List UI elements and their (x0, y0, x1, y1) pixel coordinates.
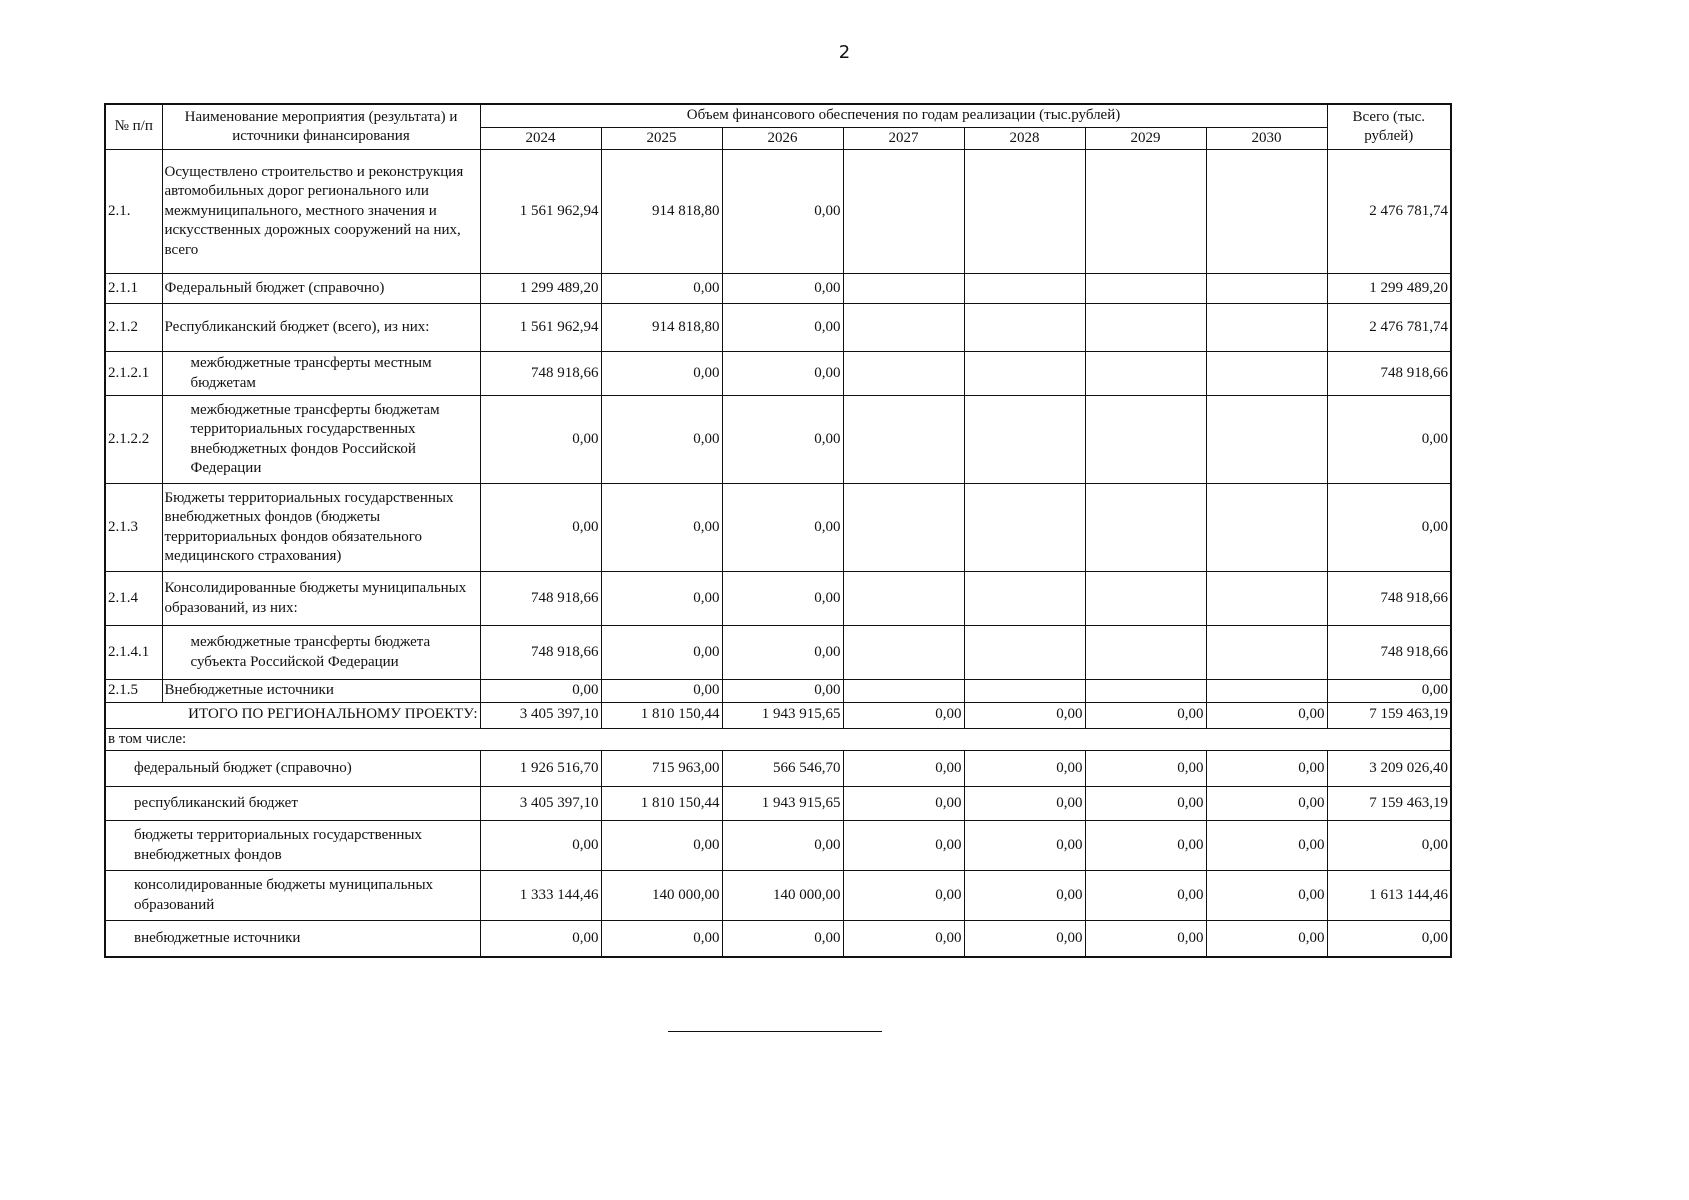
summary-row-total: 1 613 144,46 (1327, 871, 1451, 921)
total-value-2024: 3 405 397,10 (480, 702, 601, 728)
table-row (105, 680, 1451, 703)
row-total: 748 918,66 (1327, 352, 1451, 396)
table-row (105, 572, 1451, 626)
row-value-2025: 0,00 (601, 626, 722, 680)
row-value-2030 (1206, 680, 1327, 703)
summary-row (105, 821, 1451, 871)
summary-value-2030: 0,00 (1206, 787, 1327, 821)
footer-divider (668, 1031, 882, 1032)
total-value-2026: 1 943 915,65 (722, 702, 843, 728)
row-value-2030 (1206, 626, 1327, 680)
total-value-2025: 1 810 150,44 (601, 702, 722, 728)
summary-value-2029: 0,00 (1085, 787, 1206, 821)
header-year-2025: 2025 (601, 127, 722, 150)
summary-value-2024: 0,00 (480, 821, 601, 871)
summary-value-2025: 1 810 150,44 (601, 787, 722, 821)
row-name: Осуществлено строительство и реконструкция автомобильных дорог регионального или межмуниципального, местного значения и искусственных дорожных сооружений на них, всего (162, 150, 480, 274)
row-value-2027 (843, 274, 964, 304)
row-value-2026: 0,00 (722, 352, 843, 396)
header-year-2026: 2026 (722, 127, 843, 150)
summary-value-2027: 0,00 (843, 921, 964, 957)
row-value-2030 (1206, 352, 1327, 396)
row-value-2025: 0,00 (601, 396, 722, 484)
row-name: межбюджетные трансферты местным бюджетам (162, 352, 480, 396)
row-value-2028 (964, 572, 1085, 626)
row-value-2027 (843, 352, 964, 396)
summary-row-total: 0,00 (1327, 821, 1451, 871)
total-row (105, 702, 1451, 728)
row-value-2024: 748 918,66 (480, 626, 601, 680)
summary-value-2026: 0,00 (722, 821, 843, 871)
row-value-2029 (1085, 484, 1206, 572)
row-value-2024: 1 299 489,20 (480, 274, 601, 304)
summary-row-total: 7 159 463,19 (1327, 787, 1451, 821)
row-code: 2.1.4 (105, 572, 162, 626)
row-value-2026: 0,00 (722, 304, 843, 352)
row-total: 748 918,66 (1327, 626, 1451, 680)
table-header (105, 104, 1451, 150)
row-value-2026: 0,00 (722, 680, 843, 703)
summary-value-2025: 0,00 (601, 821, 722, 871)
row-value-2028 (964, 352, 1085, 396)
row-code: 2.1.4.1 (105, 626, 162, 680)
row-value-2029 (1085, 626, 1206, 680)
row-code: 2.1. (105, 150, 162, 274)
row-total: 0,00 (1327, 680, 1451, 703)
row-value-2029 (1085, 396, 1206, 484)
summary-value-2025: 0,00 (601, 921, 722, 957)
table-row (105, 396, 1451, 484)
row-code: 2.1.3 (105, 484, 162, 572)
row-code: 2.1.1 (105, 274, 162, 304)
summary-row-name: внебюджетные источники (105, 921, 480, 957)
summary-value-2024: 1 333 144,46 (480, 871, 601, 921)
total-value-2029: 0,00 (1085, 702, 1206, 728)
summary-value-2030: 0,00 (1206, 821, 1327, 871)
row-value-2029 (1085, 352, 1206, 396)
summary-value-2030: 0,00 (1206, 921, 1327, 957)
row-value-2029 (1085, 150, 1206, 274)
row-value-2025: 0,00 (601, 680, 722, 703)
row-value-2027 (843, 396, 964, 484)
row-value-2025: 0,00 (601, 484, 722, 572)
row-code: 2.1.5 (105, 680, 162, 703)
table-row (105, 352, 1451, 396)
header-num: № п/п (105, 104, 162, 150)
summary-value-2026: 566 546,70 (722, 751, 843, 787)
row-value-2025: 914 818,80 (601, 150, 722, 274)
row-value-2029 (1085, 304, 1206, 352)
row-value-2030 (1206, 572, 1327, 626)
row-value-2029 (1085, 572, 1206, 626)
summary-value-2028: 0,00 (964, 821, 1085, 871)
row-total: 1 299 489,20 (1327, 274, 1451, 304)
summary-value-2029: 0,00 (1085, 921, 1206, 957)
summary-value-2029: 0,00 (1085, 821, 1206, 871)
summary-value-2029: 0,00 (1085, 751, 1206, 787)
row-name: межбюджетные трансферты бюджета субъекта Российской Федерации (162, 626, 480, 680)
row-value-2024: 748 918,66 (480, 572, 601, 626)
row-total: 2 476 781,74 (1327, 150, 1451, 274)
header-years-group: Объем финансового обеспечения по годам реализации (тыс.рублей) (480, 104, 1327, 127)
summary-value-2030: 0,00 (1206, 751, 1327, 787)
row-value-2027 (843, 304, 964, 352)
row-value-2026: 0,00 (722, 572, 843, 626)
summary-row (105, 787, 1451, 821)
row-total: 2 476 781,74 (1327, 304, 1451, 352)
row-value-2026: 0,00 (722, 626, 843, 680)
summary-row-total: 3 209 026,40 (1327, 751, 1451, 787)
row-value-2030 (1206, 396, 1327, 484)
summary-value-2027: 0,00 (843, 787, 964, 821)
table-row (105, 304, 1451, 352)
summary-value-2028: 0,00 (964, 871, 1085, 921)
table-row (105, 626, 1451, 680)
row-value-2026: 0,00 (722, 274, 843, 304)
row-value-2024: 748 918,66 (480, 352, 601, 396)
summary-value-2024: 1 926 516,70 (480, 751, 601, 787)
including-row (105, 728, 1451, 751)
summary-value-2027: 0,00 (843, 751, 964, 787)
row-value-2027 (843, 680, 964, 703)
row-value-2027 (843, 150, 964, 274)
summary-row-total: 0,00 (1327, 921, 1451, 957)
row-name: Консолидированные бюджеты муниципальных образований, из них: (162, 572, 480, 626)
summary-row (105, 871, 1451, 921)
row-name: Внебюджетные источники (162, 680, 480, 703)
table-row (105, 274, 1451, 304)
row-value-2027 (843, 484, 964, 572)
page-number: 2 (838, 42, 851, 63)
header-year-2028: 2028 (964, 127, 1085, 150)
row-value-2024: 1 561 962,94 (480, 150, 601, 274)
including-label: в том числе: (105, 728, 1451, 751)
row-value-2028 (964, 484, 1085, 572)
summary-value-2027: 0,00 (843, 821, 964, 871)
table-row (105, 484, 1451, 572)
row-total: 748 918,66 (1327, 572, 1451, 626)
row-value-2025: 0,00 (601, 572, 722, 626)
summary-value-2026: 0,00 (722, 921, 843, 957)
row-value-2030 (1206, 150, 1327, 274)
summary-row-name: консолидированные бюджеты муниципальных образований (105, 871, 480, 921)
row-value-2029 (1085, 274, 1206, 304)
row-value-2027 (843, 626, 964, 680)
row-total: 0,00 (1327, 396, 1451, 484)
row-value-2028 (964, 396, 1085, 484)
summary-value-2024: 0,00 (480, 921, 601, 957)
header-year-2024: 2024 (480, 127, 601, 150)
row-value-2024: 0,00 (480, 484, 601, 572)
header-year-2030: 2030 (1206, 127, 1327, 150)
row-value-2028 (964, 274, 1085, 304)
summary-value-2025: 715 963,00 (601, 751, 722, 787)
row-value-2026: 0,00 (722, 484, 843, 572)
row-value-2026: 0,00 (722, 150, 843, 274)
summary-value-2027: 0,00 (843, 871, 964, 921)
row-code: 2.1.2.1 (105, 352, 162, 396)
row-value-2024: 1 561 962,94 (480, 304, 601, 352)
header-year-2029: 2029 (1085, 127, 1206, 150)
summary-row (105, 921, 1451, 957)
summary-value-2026: 140 000,00 (722, 871, 843, 921)
summary-value-2025: 140 000,00 (601, 871, 722, 921)
row-name: Республиканский бюджет (всего), из них: (162, 304, 480, 352)
header-total: Всего (тыс. рублей) (1327, 104, 1451, 150)
total-row-label: ИТОГО ПО РЕГИОНАЛЬНОМУ ПРОЕКТУ: (105, 702, 480, 728)
summary-value-2028: 0,00 (964, 751, 1085, 787)
row-total: 0,00 (1327, 484, 1451, 572)
table-row (105, 150, 1451, 274)
row-value-2030 (1206, 304, 1327, 352)
row-name: межбюджетные трансферты бюджетам территориальных государственных внебюджетных фондов Российской Федерации (162, 396, 480, 484)
summary-value-2028: 0,00 (964, 787, 1085, 821)
row-value-2029 (1085, 680, 1206, 703)
row-value-2028 (964, 304, 1085, 352)
row-value-2027 (843, 572, 964, 626)
header-name: Наименование мероприятия (результата) и источники финансирования (162, 104, 480, 150)
summary-row (105, 751, 1451, 787)
row-value-2026: 0,00 (722, 396, 843, 484)
row-name: Федеральный бюджет (справочно) (162, 274, 480, 304)
total-value-2030: 0,00 (1206, 702, 1327, 728)
summary-value-2028: 0,00 (964, 921, 1085, 957)
header-year-2027: 2027 (843, 127, 964, 150)
summary-value-2029: 0,00 (1085, 871, 1206, 921)
row-value-2030 (1206, 484, 1327, 572)
row-value-2028 (964, 626, 1085, 680)
financing-table (104, 103, 1452, 958)
row-value-2024: 0,00 (480, 680, 601, 703)
row-value-2025: 914 818,80 (601, 304, 722, 352)
row-code: 2.1.2 (105, 304, 162, 352)
summary-row-name: бюджеты территориальных государственных внебюджетных фондов (105, 821, 480, 871)
row-value-2025: 0,00 (601, 352, 722, 396)
total-value-2027: 0,00 (843, 702, 964, 728)
row-value-2024: 0,00 (480, 396, 601, 484)
row-value-2028 (964, 150, 1085, 274)
row-name: Бюджеты территориальных государственных внебюджетных фондов (бюджеты территориальных фондов обязательного медицинского страхования) (162, 484, 480, 572)
row-value-2028 (964, 680, 1085, 703)
row-value-2030 (1206, 274, 1327, 304)
total-value-2028: 0,00 (964, 702, 1085, 728)
row-code: 2.1.2.2 (105, 396, 162, 484)
summary-value-2024: 3 405 397,10 (480, 787, 601, 821)
summary-row-name: федеральный бюджет (справочно) (105, 751, 480, 787)
total-row-total: 7 159 463,19 (1327, 702, 1451, 728)
summary-value-2026: 1 943 915,65 (722, 787, 843, 821)
summary-value-2030: 0,00 (1206, 871, 1327, 921)
summary-row-name: республиканский бюджет (105, 787, 480, 821)
row-value-2025: 0,00 (601, 274, 722, 304)
